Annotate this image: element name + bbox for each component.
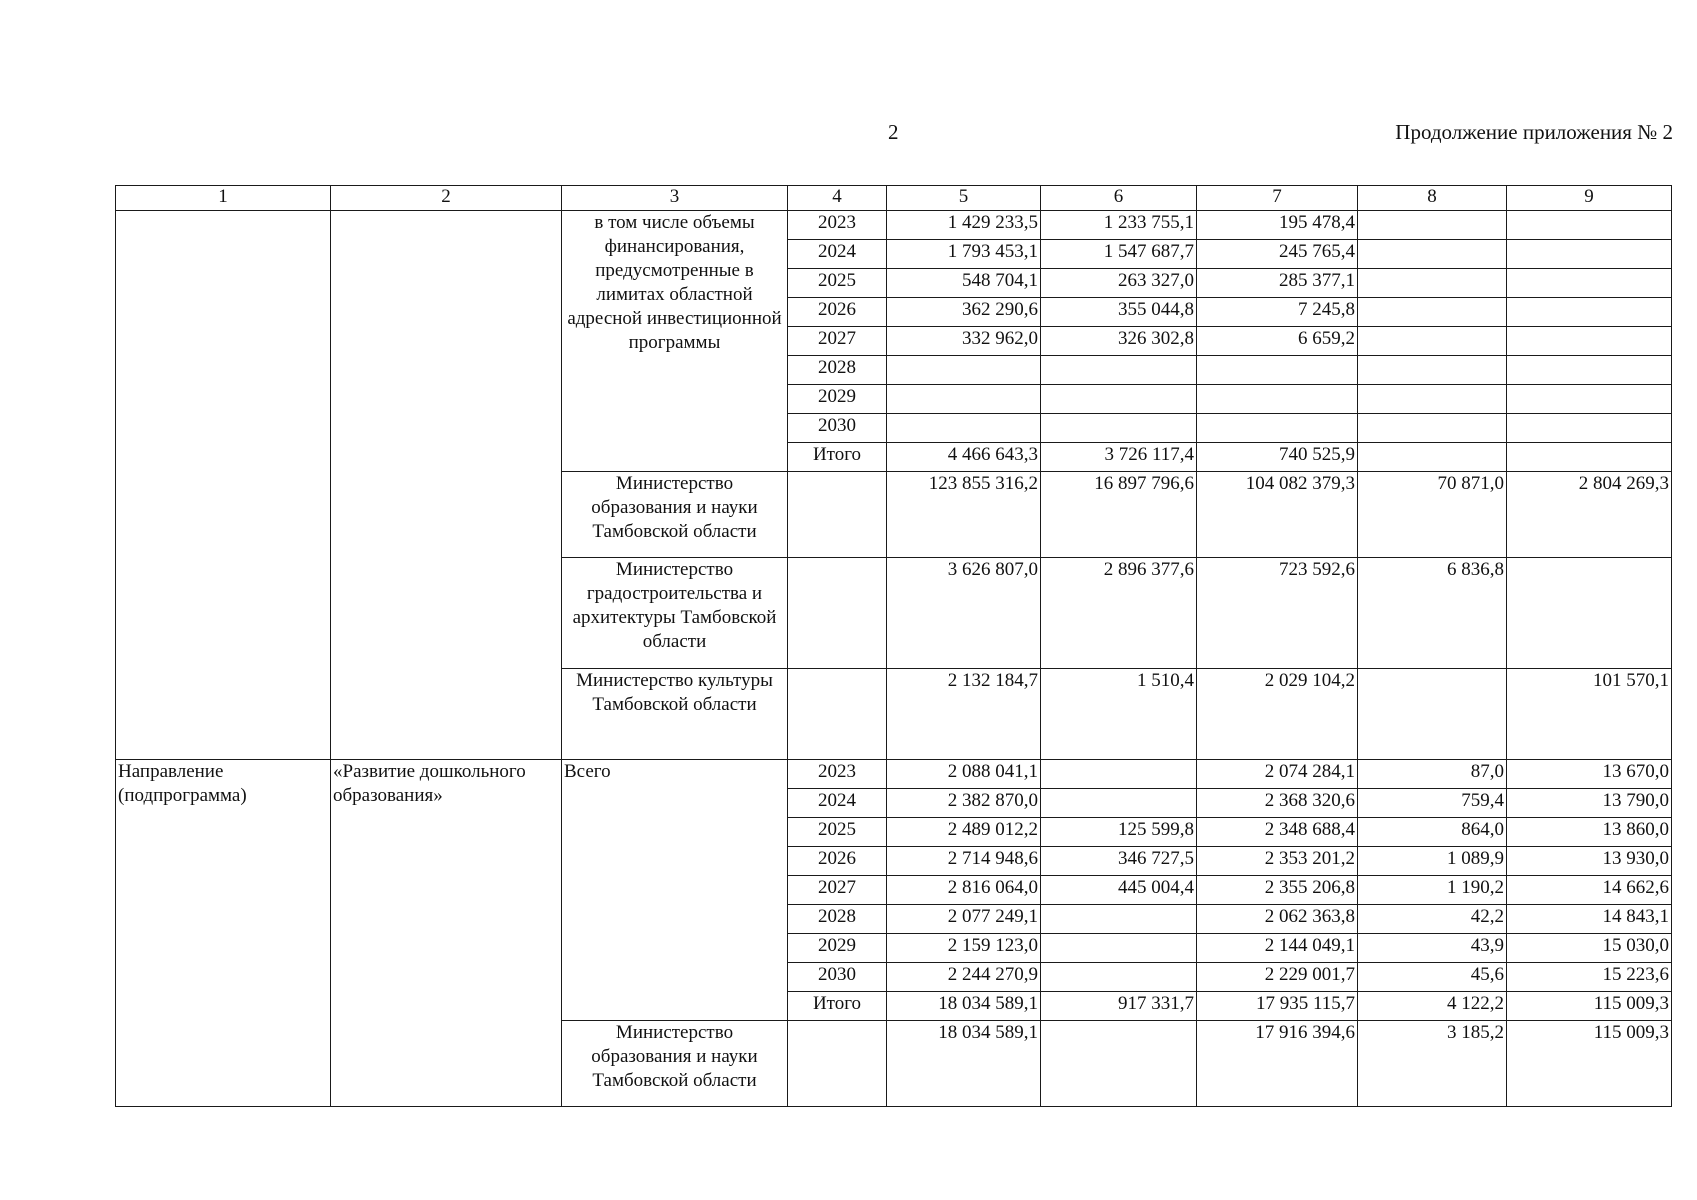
col-header-9: 9 [1507, 186, 1672, 211]
year-cell: 2025 [788, 269, 887, 298]
value-cell [1507, 558, 1672, 669]
value-cell: 14 843,1 [1507, 905, 1672, 934]
org-name: Министерство образования и науки Тамбовской области [562, 1021, 788, 1107]
value-cell: 2 144 049,1 [1197, 934, 1358, 963]
value-cell: 13 860,0 [1507, 818, 1672, 847]
value-cell: 2 062 363,8 [1197, 905, 1358, 934]
value-cell: 2 489 012,2 [887, 818, 1041, 847]
value-cell: 1 429 233,5 [887, 211, 1041, 240]
year-cell [788, 558, 887, 669]
year-cell [788, 669, 887, 760]
table-row [116, 211, 1672, 240]
value-cell [1507, 240, 1672, 269]
value-cell: 7 245,8 [1197, 298, 1358, 327]
block1-col1 [116, 211, 331, 760]
page-number: 2 [888, 120, 899, 144]
value-cell: 3 185,2 [1358, 1021, 1507, 1107]
value-cell: 2 029 104,2 [1197, 669, 1358, 760]
value-cell: 2 132 184,7 [887, 669, 1041, 760]
value-cell: 18 034 589,1 [887, 1021, 1041, 1107]
org-name: Министерство культуры Тамбовской области [562, 669, 788, 760]
value-cell: 15 223,6 [1507, 963, 1672, 992]
value-cell: 2 244 270,9 [887, 963, 1041, 992]
value-cell: 362 290,6 [887, 298, 1041, 327]
value-cell [887, 356, 1041, 385]
value-cell: 13 930,0 [1507, 847, 1672, 876]
year-cell: 2027 [788, 327, 887, 356]
value-cell: 1 510,4 [1041, 669, 1197, 760]
value-cell: 346 727,5 [1041, 847, 1197, 876]
value-cell: 17 935 115,7 [1197, 992, 1358, 1021]
value-cell: 1 233 755,1 [1041, 211, 1197, 240]
value-cell: 263 327,0 [1041, 269, 1197, 298]
value-cell: 3 726 117,4 [1041, 443, 1197, 472]
value-cell [1358, 356, 1507, 385]
value-cell [1507, 356, 1672, 385]
year-cell: 2028 [788, 356, 887, 385]
block1-col2 [331, 211, 562, 760]
value-cell: 1 547 687,7 [1041, 240, 1197, 269]
year-cell [788, 472, 887, 558]
col-header-2: 2 [331, 186, 562, 211]
value-cell: 2 355 206,8 [1197, 876, 1358, 905]
col-header-6: 6 [1041, 186, 1197, 211]
value-cell: 2 368 320,6 [1197, 789, 1358, 818]
subprogram-name: «Развитие дошкольного образования» [331, 760, 562, 1107]
col-header-3: 3 [562, 186, 788, 211]
value-cell: 2 382 870,0 [887, 789, 1041, 818]
value-cell: 70 871,0 [1358, 472, 1507, 558]
value-cell: 2 804 269,3 [1507, 472, 1672, 558]
year-cell: 2023 [788, 211, 887, 240]
value-cell [1041, 385, 1197, 414]
year-cell [788, 1021, 887, 1107]
value-cell [1507, 327, 1672, 356]
year-cell: 2030 [788, 414, 887, 443]
value-cell: 6 836,8 [1358, 558, 1507, 669]
value-cell [1041, 356, 1197, 385]
value-cell: 15 030,0 [1507, 934, 1672, 963]
value-cell: 115 009,3 [1507, 992, 1672, 1021]
value-cell: 1 793 453,1 [887, 240, 1041, 269]
value-cell: 123 855 316,2 [887, 472, 1041, 558]
col-header-4: 4 [788, 186, 887, 211]
financing-table [115, 185, 1672, 1107]
value-cell [887, 414, 1041, 443]
value-cell: 42,2 [1358, 905, 1507, 934]
year-cell: 2025 [788, 818, 887, 847]
value-cell: 245 765,4 [1197, 240, 1358, 269]
value-cell [1358, 443, 1507, 472]
value-cell: 326 302,8 [1041, 327, 1197, 356]
value-cell: 18 034 589,1 [887, 992, 1041, 1021]
block1-description: в том числе объемы финансирования, предусмотренные в лимитах областной адресной инвестиционной программы [562, 211, 788, 472]
value-cell: 13 790,0 [1507, 789, 1672, 818]
value-cell: 13 670,0 [1507, 760, 1672, 789]
value-cell: 2 077 249,1 [887, 905, 1041, 934]
year-cell: 2024 [788, 789, 887, 818]
value-cell: 87,0 [1358, 760, 1507, 789]
value-cell: 6 659,2 [1197, 327, 1358, 356]
value-cell: 2 353 201,2 [1197, 847, 1358, 876]
value-cell [1358, 385, 1507, 414]
value-cell [1507, 211, 1672, 240]
value-cell: 332 962,0 [887, 327, 1041, 356]
value-cell [1358, 414, 1507, 443]
value-cell: 45,6 [1358, 963, 1507, 992]
value-cell: 740 525,9 [1197, 443, 1358, 472]
col-header-5: 5 [887, 186, 1041, 211]
value-cell: 2 816 064,0 [887, 876, 1041, 905]
value-cell: 104 082 379,3 [1197, 472, 1358, 558]
value-cell [1041, 789, 1197, 818]
value-cell: 864,0 [1358, 818, 1507, 847]
value-cell: 2 714 948,6 [887, 847, 1041, 876]
value-cell: 125 599,8 [1041, 818, 1197, 847]
value-cell: 43,9 [1358, 934, 1507, 963]
year-cell: Итого [788, 992, 887, 1021]
value-cell [1197, 414, 1358, 443]
value-cell [1358, 211, 1507, 240]
org-name: Министерство градостроительства и архитектуры Тамбовской области [562, 558, 788, 669]
value-cell [1041, 905, 1197, 934]
value-cell: 1 089,9 [1358, 847, 1507, 876]
value-cell [1358, 298, 1507, 327]
value-cell [887, 385, 1041, 414]
year-cell: 2026 [788, 298, 887, 327]
value-cell: 759,4 [1358, 789, 1507, 818]
value-cell [1041, 760, 1197, 789]
value-cell [1358, 327, 1507, 356]
table-row [116, 760, 1672, 789]
value-cell: 548 704,1 [887, 269, 1041, 298]
value-cell: 4 122,2 [1358, 992, 1507, 1021]
value-cell: 285 377,1 [1197, 269, 1358, 298]
value-cell: 2 896 377,6 [1041, 558, 1197, 669]
total-label: Всего [562, 760, 788, 1021]
value-cell: 355 044,8 [1041, 298, 1197, 327]
year-cell: 2023 [788, 760, 887, 789]
year-cell: 2024 [788, 240, 887, 269]
col-header-8: 8 [1358, 186, 1507, 211]
value-cell [1358, 269, 1507, 298]
continuation-label: Продолжение приложения № 2 [1395, 120, 1673, 144]
value-cell [1507, 443, 1672, 472]
value-cell [1041, 414, 1197, 443]
value-cell: 16 897 796,6 [1041, 472, 1197, 558]
value-cell: 1 190,2 [1358, 876, 1507, 905]
value-cell [1358, 669, 1507, 760]
year-cell: 2027 [788, 876, 887, 905]
direction-label: Направление (подпрограмма) [116, 760, 331, 1107]
year-cell: Итого [788, 443, 887, 472]
year-cell: 2030 [788, 963, 887, 992]
column-number-row [116, 186, 1672, 211]
value-cell [1041, 934, 1197, 963]
value-cell: 2 074 284,1 [1197, 760, 1358, 789]
year-cell: 2029 [788, 385, 887, 414]
value-cell [1041, 963, 1197, 992]
value-cell: 723 592,6 [1197, 558, 1358, 669]
value-cell: 115 009,3 [1507, 1021, 1672, 1107]
col-header-7: 7 [1197, 186, 1358, 211]
value-cell: 2 229 001,7 [1197, 963, 1358, 992]
value-cell [1358, 240, 1507, 269]
value-cell: 3 626 807,0 [887, 558, 1041, 669]
value-cell: 195 478,4 [1197, 211, 1358, 240]
value-cell: 2 159 123,0 [887, 934, 1041, 963]
value-cell: 101 570,1 [1507, 669, 1672, 760]
value-cell [1197, 385, 1358, 414]
year-cell: 2028 [788, 905, 887, 934]
value-cell: 917 331,7 [1041, 992, 1197, 1021]
value-cell: 445 004,4 [1041, 876, 1197, 905]
value-cell: 4 466 643,3 [887, 443, 1041, 472]
value-cell: 14 662,6 [1507, 876, 1672, 905]
value-cell [1507, 269, 1672, 298]
value-cell: 2 088 041,1 [887, 760, 1041, 789]
org-name: Министерство образования и науки Тамбовской области [562, 472, 788, 558]
year-cell: 2026 [788, 847, 887, 876]
year-cell: 2029 [788, 934, 887, 963]
value-cell [1507, 298, 1672, 327]
value-cell [1197, 356, 1358, 385]
value-cell: 2 348 688,4 [1197, 818, 1358, 847]
value-cell [1041, 1021, 1197, 1107]
value-cell: 17 916 394,6 [1197, 1021, 1358, 1107]
value-cell [1507, 385, 1672, 414]
col-header-1: 1 [116, 186, 331, 211]
value-cell [1507, 414, 1672, 443]
